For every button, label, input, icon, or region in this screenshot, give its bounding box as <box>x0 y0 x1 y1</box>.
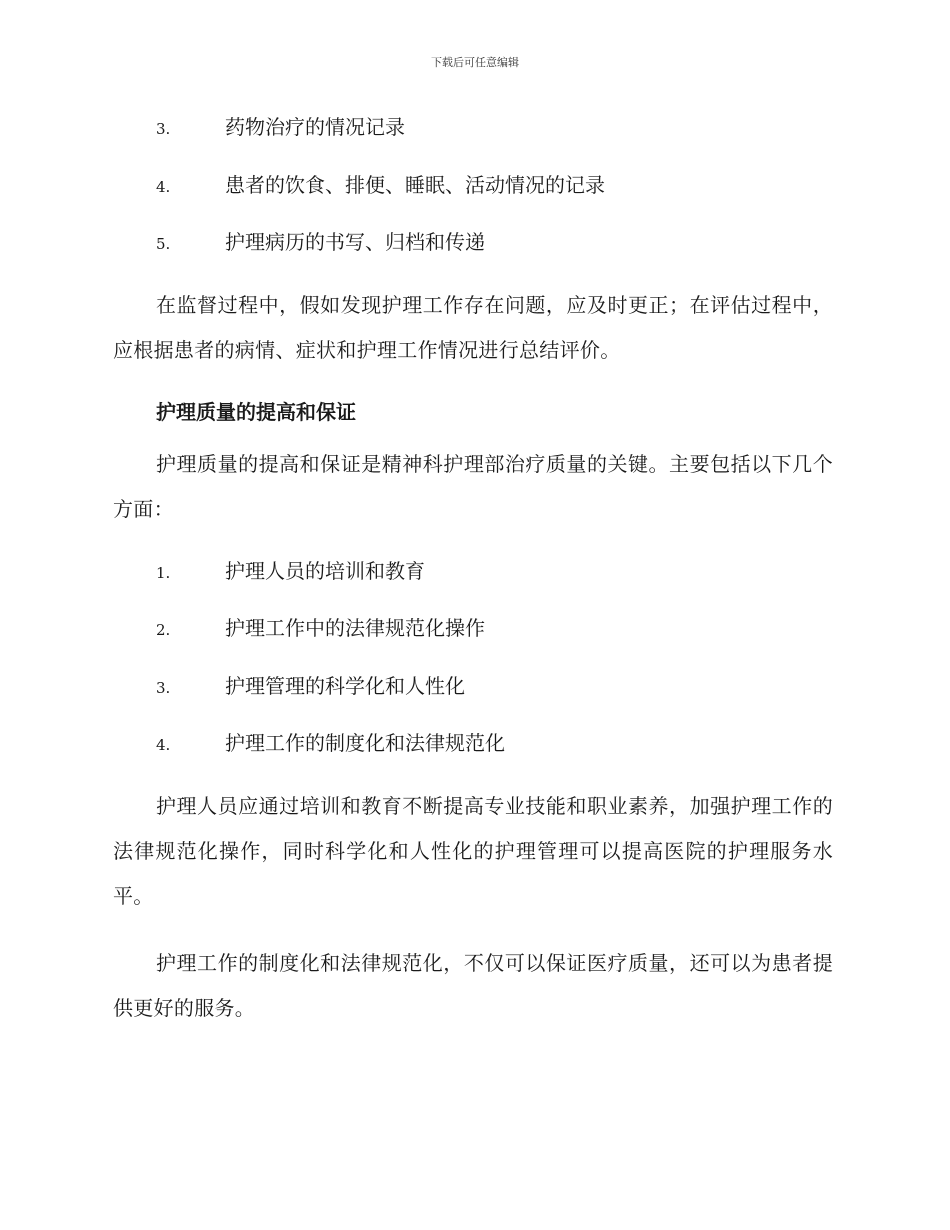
list-number: 3. <box>156 120 171 138</box>
list-number: 4. <box>156 177 171 196</box>
paragraph-intro: 护理质量的提高和保证是精神科护理部治疗质量的关键。主要包括以下几个方面： <box>113 451 833 521</box>
list-text: 护理工作中的法律规范化操作 <box>225 616 485 640</box>
list-item <box>113 110 833 144</box>
list-item <box>113 554 833 588</box>
list-text: 护理病历的书写、归档和传递 <box>225 230 485 254</box>
list-number: 4. <box>156 736 171 754</box>
paragraph-monitoring: 在监督过程中，假如发现护理工作存在问题，应及时更正；在评估过程中，应根据患者的病情、症状和护理工作情况进行总结评价。 <box>113 292 833 362</box>
list-item <box>113 669 833 703</box>
list-number: 2. <box>156 621 171 639</box>
list-text: 患者的饮食、排便、睡眠、活动情况的记录 <box>225 172 605 197</box>
list-item <box>113 168 833 202</box>
list-item <box>113 726 833 760</box>
list-number: 5. <box>156 235 171 253</box>
list-text: 护理管理的科学化和人性化 <box>225 673 465 698</box>
list-item <box>113 611 833 645</box>
list-text: 药物治疗的情况记录 <box>225 115 405 139</box>
document-body <box>113 110 833 1053</box>
list-number: 1. <box>156 563 171 582</box>
paragraph-training: 护理人员应通过培训和教育不断提高专业技能和职业素养，加强护理工作的法律规范化操作，同时科学化和人性化的护理管理可以提高医院的护理服务水平。 <box>113 793 833 908</box>
page-header: 下载后可任意编辑 <box>431 56 519 69</box>
paragraph-institutionalization: 护理工作的制度化和法律规范化，不仅可以保证医疗质量，还可以为患者提供更好的服务。 <box>113 950 833 1020</box>
list-text: 护理人员的培训和教育 <box>225 558 425 583</box>
section-heading: 护理质量的提高和保证 <box>156 399 356 424</box>
list-text: 护理工作的制度化和法律规范化 <box>225 731 505 755</box>
list-item <box>113 225 833 259</box>
list-number: 3. <box>156 678 171 697</box>
